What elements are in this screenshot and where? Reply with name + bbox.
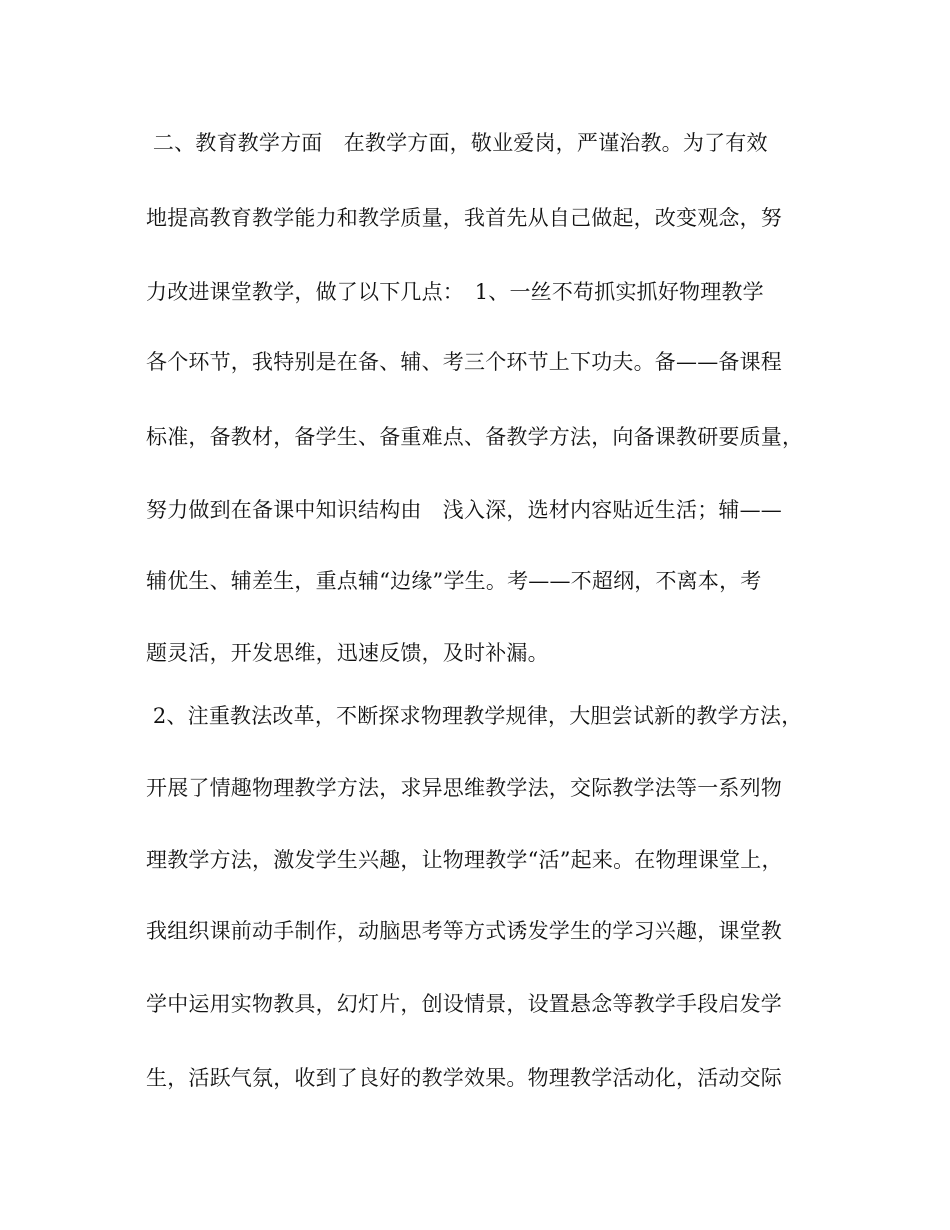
text-line: 我组织课前动手制作，动脑思考等方式诱发学生的学习兴趣，课堂教 [146, 919, 782, 943]
text-line: 理教学方法，激发学生兴趣，让物理教学“活”起来。在物理课堂上， [146, 848, 783, 872]
text-line: 学中运用实物教具，幻灯片，创设情景，设置悬念等教学手段启发学 [146, 992, 782, 1016]
text-line: 各个环节，我特别是在备、辅、考三个环节上下功夫。备——备课程 [146, 350, 782, 374]
text-line: 辅优生、辅差生，重点辅“边缘”学生。考——不超纲，不离本，考 [146, 569, 762, 593]
text-line: 生，活跃气氛，收到了良好的教学效果。物理教学活动化，活动交际 [146, 1066, 782, 1090]
text-line: 标准，备教材，备学生、备重难点、备教学方法，向备课教研要质量， [146, 425, 804, 449]
text-line: 开展了情趣物理教学方法，求异思维教学法，交际教学法等一系列物 [146, 776, 782, 800]
text-line: 二、教育教学方面 在教学方面，敬业爱岗，严谨治教。为了有效 [146, 131, 768, 155]
text-line: 地提高教育教学能力和教学质量，我首先从自己做起，改变观念，努 [146, 206, 782, 230]
text-line: 2、注重教法改革，不断探求物理教学规律，大胆尝试新的教学方法， [146, 704, 803, 728]
text-line: 题灵活，开发思维，迅速反馈，及时补漏。 [146, 641, 549, 665]
text-line: 力改进课堂教学，做了以下几点： 1、一丝不苟抓实抓好物理教学 [146, 280, 764, 304]
text-line: 努力做到在备课中知识结构由 浅入深，选材内容贴近生活；辅—— [146, 498, 782, 522]
